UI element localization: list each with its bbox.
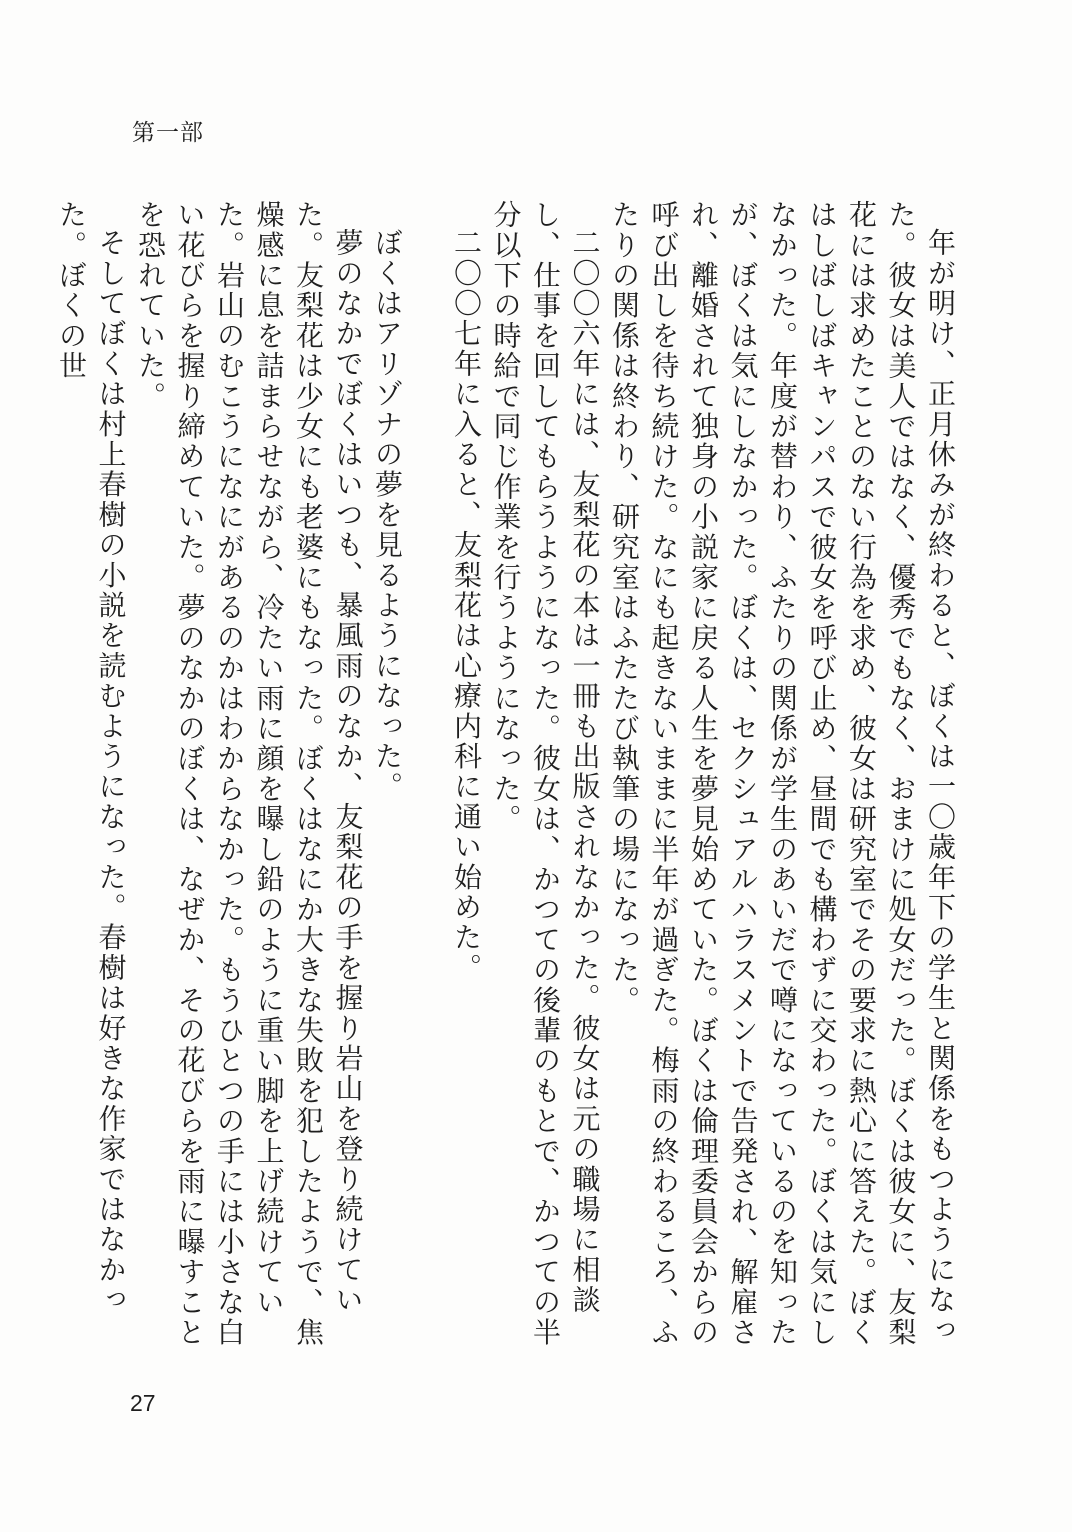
paragraph: ぼくはアリゾナの夢を見るようになった。 [371, 228, 404, 802]
paragraph: 年が明け、正月休みが終わると、ぼくは一〇歳年下の学生と関係をもつようになった。彼女は美人ではなく、優秀でもなく、おまけに処女だった。ぼくは彼女に、友梨花には求めたことのない行為を求め、彼女は研究室でその要求に熱心に答えた。ぼくはしばしばキャンパスで彼女を呼び止め、昼間でも構わずに交わった。ぼくは気にしなかった。年度が替わり、ふたりの関係が学生のあいだで噂になっているのを知ったが、ぼくは気にしなかった。ぼくは、セクシュアルハラスメントで告発され、解雇され、離婚されて独身の小説家に戻る人生を夢見始めていた。ぼくは倫理委員会からの呼び出しを待ち続けた。なにも起きないままに半年が過ぎた。梅雨の終わるころ、ふたりの関係は終わり、研究室はふたたび執筆の場になった。 [608, 200, 957, 1348]
paragraph: 二〇〇七年に入ると、友梨花は心療内科に通い始めた。 [450, 228, 483, 983]
paragraph: そしてぼくは村上春樹の小説を読むようになった。春樹は好きな作家ではなかった。ぼくの世 [55, 200, 128, 1316]
running-head: 第一部 [132, 120, 204, 146]
paragraph: 夢のなかでぼくはいつも、暴風雨のなか、友梨花の手を握り岩山を登り続けていた。友梨花は少女にも老婆にもなった。ぼくはなにか大きな失敗を犯したようで、焦燥感に息を詰まらせながら、冷たい雨に顔を曝し鉛のように重い脚を上げ続けていた。岩山のむこうになにがあるのかはわからなかった。もうひとつの手には小さな白い花びらを握り締めていた。夢のなかのぼくは、なぜか、その花びらを雨に曝すことを恐れていた。 [134, 200, 365, 1348]
body-text [55, 200, 960, 1360]
paragraph: 二〇〇六年には、友梨花の本は一冊も出版されなかった。彼女は元の職場に相談し、仕事を回してもらうようになった。彼女は、かつての後輩のもとで、かつての半分以下の時給で同じ作業を行うようになった。 [489, 200, 602, 1348]
page-number: 27 [130, 1390, 156, 1416]
